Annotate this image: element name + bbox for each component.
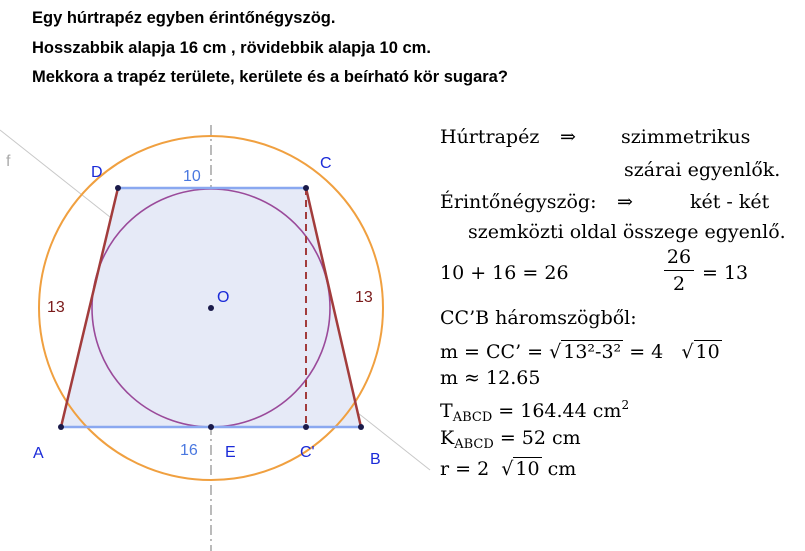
fraction-numerator: 26 [666,246,692,268]
text-hurtrapez: Húrtrapéz [440,126,540,148]
perimeter-symbol: K [440,427,455,449]
sqrt-radicand: 13²-3² [563,341,622,363]
text-eq-4: = 4 [629,341,664,363]
point-C [303,185,309,191]
label-A: A [33,445,44,462]
length-right: 13 [355,289,373,306]
length-left: 13 [47,299,65,316]
label-E: E [225,444,236,461]
problem-line-3: Mekkora a trapéz területe, kerülete és a beírható kör sugara? [32,68,508,86]
sqrt-sign: √ [549,341,562,363]
radius-sqrt: 10 [515,458,540,480]
label-O: O [217,289,230,306]
label-C: C [320,155,332,172]
perimeter-subscript: ABCD [454,437,494,452]
text-triangle: CC’B háromszögből: [440,307,637,329]
area-symbol: T [440,400,453,422]
text-szimmetrikus: szimmetrikus [621,126,751,148]
sqrt-sign-3: √ [501,458,514,480]
label-D: D [91,164,103,181]
text-perimeter [440,427,581,452]
problem-line-2: Hosszabbik alapja 16 cm , rövidebbik alapja 10 cm. [32,39,431,57]
fraction-26-2 [664,246,694,295]
area-value: = 164.44 cm [498,400,622,422]
point-D [115,185,121,191]
text-m-cc: m = CC’ = [440,341,544,363]
point-C-prime [303,424,309,430]
text-m-formula [440,341,722,363]
implies-arrow-2: ⇒ [617,191,633,213]
line-f-label: f [6,153,11,170]
label-B: B [370,451,381,468]
point-E [208,424,214,430]
area-exponent: 2 [621,398,630,412]
point-A [58,424,64,430]
length-top: 10 [183,168,201,185]
text-area [440,398,629,425]
length-bottom: 16 [180,442,198,459]
text-ket-ket: két - két [690,191,770,213]
text-m-approx: m ≈ 12.65 [440,367,541,389]
text-sum: 10 + 16 = 26 [440,262,569,284]
problem-line-1: Egy húrtrapéz egyben érintőnégyszög. [32,9,336,27]
implies-arrow-1: ⇒ [560,126,576,148]
point-O [208,305,214,311]
sqrt-10: 10 [695,341,720,363]
text-radius [440,458,576,480]
area-subscript: ABCD [452,410,493,425]
fraction-denominator: 2 [672,273,686,295]
text-eq-13: = 13 [702,262,749,284]
text-erintonegyszog: Érintőnégyszög: [440,191,597,213]
perimeter-value: = 52 cm [499,427,581,449]
text-szarai: szárai egyenlők. [624,159,781,181]
radius-value: r = 2 [440,458,490,480]
text-szemkozti: szemközti oldal összege egyenlő. [468,221,786,243]
point-B [358,424,364,430]
fraction-bar [664,270,694,271]
radius-unit: cm [547,458,577,480]
sqrt-sign-2: √ [681,341,694,363]
label-C-prime: C' [300,444,315,461]
